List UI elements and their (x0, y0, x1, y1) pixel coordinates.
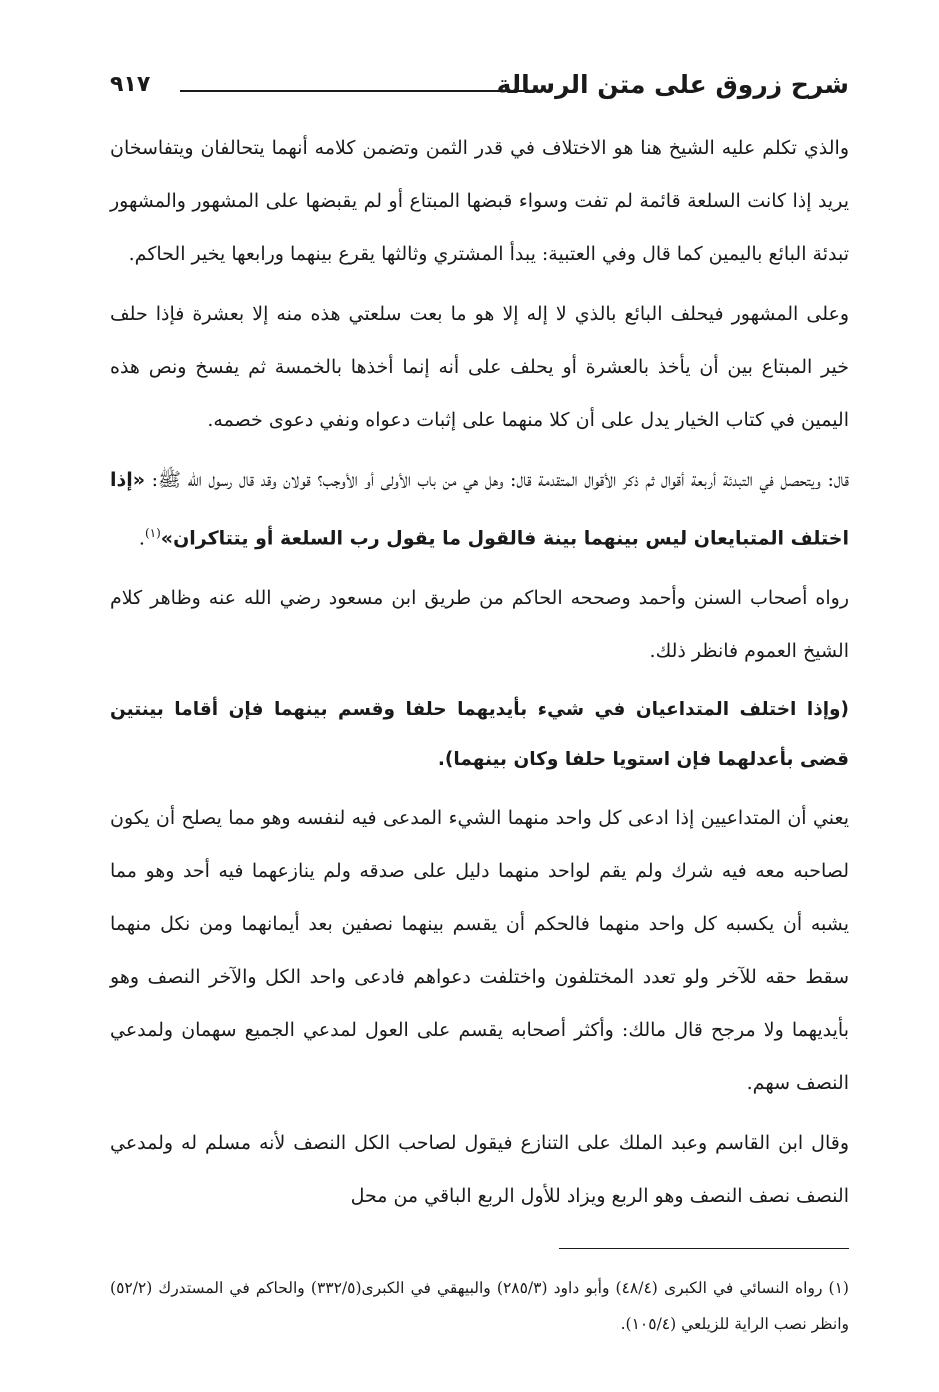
matn-text: (وإذا اختلف المتداعيان في شيء بأيديهما حلفا وقسم بينهما فإن أقاما بينتين قضى بأعدلهما فإن استويا حلفا وكان بينهما). (110, 699, 849, 771)
hadith-intro: قال: ويتحصل في التبدئة أربعة أقوال ثم ذكر الأقوال المتقدمة قال: وهل هي من باب الأولى أو الأوجب؟ قولان وقد قال رسول الله ﷺ: (145, 469, 849, 491)
paragraph-narration: رواه أصحاب السنن وأحمد وصححه الحاكم من طريق ابن مسعود رضي الله عنه وظاهر كلام الشيخ العموم فانظر ذلك. (110, 587, 849, 663)
footnote-marker: (١) (144, 526, 161, 540)
page-number: ٩١٧ (110, 72, 151, 97)
paragraph-commentary: يعني أن المتداعيين إذا ادعى كل واحد منهما الشيء المدعى فيه لنفسه وهو مما يصلح أن يكون لصاحبه معه فيه شرك ولم يقم لواحد منهما دليل على صدقه ولم ينازعهما فيه أحد وهو مما يشبه أن يكسبه كل واحد منهما فالحكم أن يقسم بينهما نصفين بعد أيمانهما ومن نكل منهما سقط حقه للآخر ولو تعدد المختلفون واختلفت دعواهم فادعى واحد الكل والآخر النصف وهو بأيديهما ولا مرجح قال مالك: وأكثر أصحابه يقسم على العول لمدعي الجميع سهمان ولمدعي النصف سهم. (110, 807, 849, 1095)
paragraph-oath-procedure: وعلى المشهور فيحلف البائع بالذي لا إله إلا هو ما بعت سلعتي هذه منه إلا بعشرة فإذا حلف خير المبتاع بين أن يأخذ بالعشرة أو يحلف على أنه إنما أخذها بالخمسة ثم يفسخ ونص هذه اليمين في كتاب الخيار يدل على أن كلا منهما على إثبات دعواه ونفي دعوى خصمه. (110, 303, 849, 431)
book-title: شرح زروق على متن الرسالة (496, 70, 849, 99)
hadith-end: . (138, 527, 145, 550)
footnote-rule (559, 1248, 849, 1249)
page-body (110, 122, 849, 1223)
running-header (110, 68, 849, 108)
paragraph-price-dispute: والذي تكلم عليه الشيخ هنا هو الاختلاف في قدر الثمن وتضمن كلامه أنهما يتحالفان ويتفاسخان يريد إذا كانت السلعة قائمة لم تفت وسواء قبضها المبتاع أو لم يقبضها على المشهور والمشهور تبدئة البائع باليمين كما قال وفي العتبية: يبدأ المشتري وثالثها يقرع بينهما ورابعها يخير الحاكم. (110, 137, 849, 265)
footnote: (١) رواه النسائي في الكبرى (٤٨/٤) وأبو داود (٢٨٥/٣) والبيهقي في الكبرى(٣٣٢/٥) والحاكم في المستدرك (٥٢/٢) وانظر نصب الراية للزيلعي (١٠٥/٤). (110, 1279, 849, 1333)
paragraph-hadith (110, 454, 849, 565)
header-rule (180, 90, 531, 92)
hadith-quote: «إذا اختلف المتبايعان ليس بينهما بينة فالقول ما يقول رب السلعة أو يتتاكران» (110, 469, 849, 550)
paragraph-ibn-qasim: وقال ابن القاسم وعبد الملك على التنازع فيقول لصاحب الكل النصف لأنه مسلم له ولمدعي النصف نصف النصف وهو الربع ويزاد للأول الربع الباقي من محل (110, 1132, 849, 1208)
